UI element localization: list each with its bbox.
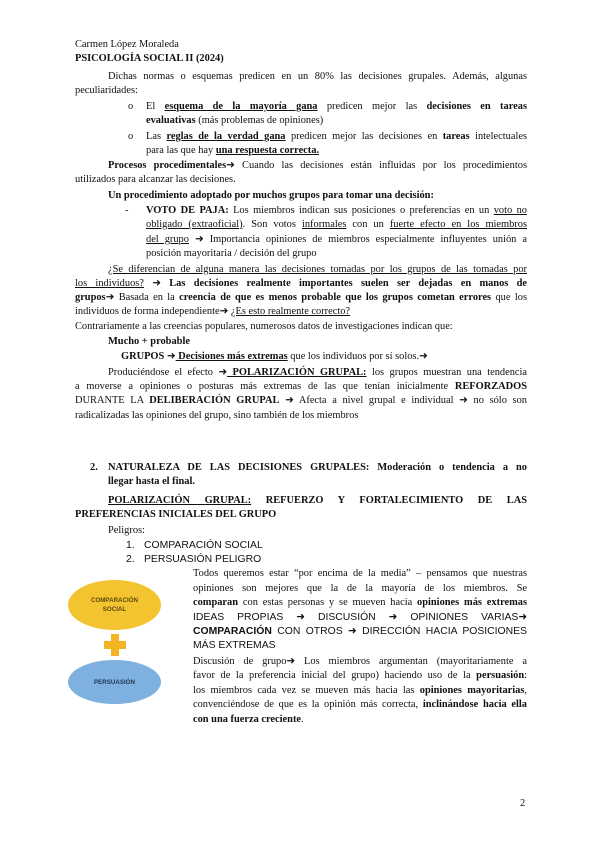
arrow-icon: ➜ xyxy=(518,612,528,623)
peligros-label: Peligros: xyxy=(108,525,145,536)
comparacion-text-line-3: comparan con estas personas y se mueven hacia opiniones más extremas xyxy=(193,597,527,608)
comparacion-text-line-1: Todos queremos estar “por encima de la media” – pensamos que nuestras xyxy=(193,568,527,579)
peligro-item-1: COMPARACIÓN SOCIAL xyxy=(144,540,263,551)
section-number: 2. xyxy=(90,462,98,473)
question-line-1: ¿Se diferencian de alguna manera las decisiones tomadas por los grupos de las tomadas por xyxy=(108,264,527,275)
comparacion-label-1: COMPARACIÓN xyxy=(91,597,138,604)
peligro-item-2: PERSUASIÓN PELIGRO xyxy=(144,554,262,565)
discusion-line-1: Discusión de grupo➜ Los miembros argumentan (mayoritariamente a xyxy=(193,656,527,667)
arrow-icon: ➜ xyxy=(388,612,398,623)
arrow-icon: ➜ xyxy=(218,367,228,378)
bullet-2-line-1: Las reglas de la verdad gana predicen mejor las decisiones en tareas intelectuales xyxy=(146,131,527,142)
voto-paja-line-4: posición mayoritaria / decisión del grupo xyxy=(146,248,317,259)
voto-paja-line-3: del grupo ➜ Importancia opiniones de miembros especialmente influyentes unión a xyxy=(146,234,527,245)
polar-line-2: a moverse a opiniones o posturas más extremas de las que tenían inicialmente REFORZADOS xyxy=(75,381,527,392)
bullet-marker: o xyxy=(128,131,134,142)
course-title: PSICOLOGÍA SOCIAL II (2024) xyxy=(75,53,224,64)
bullet-2-line-2: para las que hay una respuesta correcta. xyxy=(146,145,320,156)
plus-icon xyxy=(104,634,126,656)
voto-paja-line-2: obligado (extraoficial). Son votos informales con un fuerte efecto en los miembros xyxy=(146,219,528,230)
section-title-line-2: llegar hasta el final. xyxy=(108,476,195,487)
bullet-marker: o xyxy=(128,101,134,112)
question-line-3: grupos➜ Basada en la creencia de que es menos probable que los grupos cometan errores que los xyxy=(75,292,527,303)
bullet-1-line-2: evaluativas (más problemas de opiniones) xyxy=(146,115,324,126)
comparacion-label-2: SOCIAL xyxy=(102,606,127,613)
discusion-line-3: los miembros cada vez se mueven más hacia las opiniones mayoritarias, xyxy=(193,685,528,696)
arrow-icon: ➜ xyxy=(286,656,296,667)
arrow-icon: ➜ xyxy=(285,395,294,406)
question-line-5: Contrariamente a las creencias populares, numerosos datos de investigaciones indican que: xyxy=(75,321,453,332)
discusion-line-2: favor de la preferencia inicial del grupo) haciendo uso de la persuasión: xyxy=(193,670,527,681)
comparacion-text-line-2: opiniones son mejores que la de la mayoría de los miembros. Se xyxy=(193,583,527,594)
dash-marker: - xyxy=(125,205,129,216)
procesos-line-2: utilizados para alcanzar las decisiones. xyxy=(75,174,236,185)
voto-paja-line-1: VOTO DE PAJA: Los miembros indican sus posiciones o preferencias en un voto no xyxy=(146,205,527,216)
mucho-probable: Mucho + probable xyxy=(108,336,190,347)
persuasion-ellipse xyxy=(68,660,161,704)
peligro-item-1-num: 1. xyxy=(126,540,135,551)
discusion-line-4: convenciéndose de que es la opinión más correcta, inclinándose hacia ella xyxy=(193,699,527,710)
subheading-line-1: POLARIZACIÓN GRUPAL: REFUERZO Y FORTALECIMIENTO DE LAS xyxy=(108,495,527,506)
author-name: Carmen López Moraleda xyxy=(75,39,179,50)
arrow-icon: ➜ xyxy=(419,351,428,362)
question-line-4: individuos de forma independiente➜ ¿Es esto realmente correcto? xyxy=(75,306,351,317)
page-number: 2 xyxy=(520,798,526,809)
arrow-icon: ➜ xyxy=(152,278,161,289)
bullet-1-line-1: El esquema de la mayoría gana predicen mejor las decisiones en tareas xyxy=(146,101,527,112)
polar-line-4: radicalizadas las opiniones del grupo, sino también de los miembros xyxy=(75,410,359,421)
subheading-line-2: PREFERENCIAS INICIALES DEL GRUPO xyxy=(75,509,277,520)
section-title-line-1: NATURALEZA DE LAS DECISIONES GRUPALES: Moderación o tendencia a no xyxy=(108,462,527,473)
arrow-icon: ➜ xyxy=(219,306,229,317)
discusion-line-5: con una fuerza creciente. xyxy=(193,714,304,725)
arrow-icon: ➜ xyxy=(105,292,115,303)
flow-line-2: COMPARACIÓN CON OTROS ➜ DIRECCIÓN HACIA POSICIONES xyxy=(193,626,527,637)
arrow-icon: ➜ xyxy=(348,626,357,637)
polar-line-3: DURANTE LA DELIBERACIÓN GRUPAL ➜ Afecta a nivel grupal e individual ➜ no sólo son xyxy=(75,395,527,406)
polar-line-1: Produciéndose el efecto ➜ POLARIZACIÓN GRUPAL: los grupos muestran una tendencia xyxy=(108,367,528,378)
procesos-line-1: Procesos procedimentales➜ Cuando las decisiones están influidas por los procedimientos xyxy=(108,160,527,171)
question-line-2: los individuos? ➜ Las decisiones realmente importantes suelen ser dejadas en manos de xyxy=(75,278,527,289)
flow-line-3: MÁS EXTREMAS xyxy=(193,640,276,651)
arrow-icon: ➜ xyxy=(226,160,235,171)
flow-line-1: IDEAS PROPIAS ➜ DISCUSIÓN ➜ OPINIONES VARIAS➜ xyxy=(193,612,528,623)
comparacion-social-ellipse xyxy=(68,580,161,630)
arrow-icon: ➜ xyxy=(166,351,176,362)
persuasion-label: PERSUASIÓN xyxy=(94,678,135,686)
intro-line-2: peculiaridades: xyxy=(75,85,138,96)
grupos-line: GRUPOS ➜ Decisiones más extremas que los individuos por sí solos.➜ xyxy=(121,351,428,362)
arrow-icon: ➜ xyxy=(194,234,204,245)
procedure-heading: Un procedimiento adoptado por muchos grupos para tomar una decisión: xyxy=(108,190,434,201)
arrow-icon: ➜ xyxy=(459,395,468,406)
arrow-icon: ➜ xyxy=(296,612,305,623)
peligro-item-2-num: 2. xyxy=(126,554,135,565)
intro-line-1: Dichas normas o esquemas predicen en un 80% las decisiones grupales. Además, algunas xyxy=(108,71,527,82)
